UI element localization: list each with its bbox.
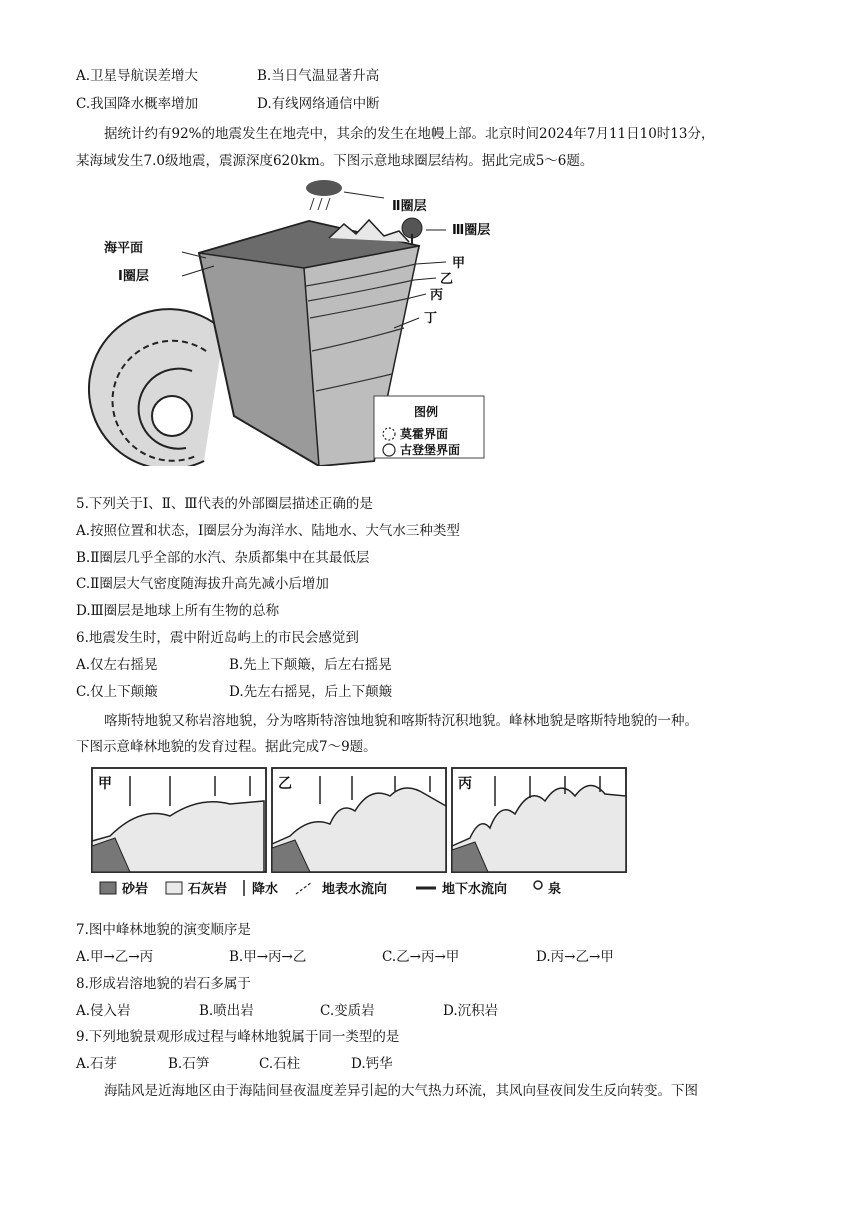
q5-option-d: D.Ⅲ圈层是地球上所有生物的总称 — [76, 603, 280, 619]
earthquake-intro-line2: 某海域发生7.0级地震，震源深度620km。下图示意地球圈层结构。据此完成5～6题。 — [76, 153, 594, 169]
panel-yi — [272, 768, 446, 872]
q4-option-b: B.当日气温显著升高 — [257, 68, 380, 84]
q5-option-a: A.按照位置和状态，Ⅰ圈层分为海洋水、陆地水、大气水三种类型 — [76, 523, 460, 539]
q7-option-d: D.丙→乙→甲 — [536, 949, 614, 965]
q5-option-b: B.Ⅱ圈层几乎全部的水汽、杂质都集中在其最低层 — [76, 550, 370, 566]
earthquake-intro-line1: 据统计约有92%的地震发生在地壳中，其余的发生在地幔上部。北京时间2024年7月11日10时13分， — [104, 126, 715, 142]
q8-stem: 8.形成岩溶地貌的岩石多属于 — [76, 976, 251, 992]
panel-label-jia: 甲 — [98, 776, 112, 792]
panel-label-yi: 乙 — [278, 776, 292, 792]
karst-intro-line1: 喀斯特地貌又称岩溶地貌，分为喀斯特溶蚀地貌和喀斯特沉积地貌。峰林地貌是喀斯特地貌的一种。 — [104, 713, 698, 729]
limestone-swatch — [166, 882, 182, 894]
q9-option-c: C.石柱 — [259, 1056, 301, 1072]
sandstone-swatch — [100, 882, 116, 894]
karst-development-figure — [90, 766, 630, 906]
q6-option-c: C.仅上下颠簸 — [76, 684, 158, 700]
q9-option-a: A.石芽 — [76, 1056, 118, 1072]
label-ding: 丁 — [424, 311, 438, 326]
panel-label-bing: 丙 — [458, 776, 472, 792]
q9-stem: 9.下列地貌景观形成过程与峰林地貌属于同一类型的是 — [76, 1029, 400, 1045]
q8-option-c: C.变质岩 — [320, 1003, 375, 1019]
legend-title: 图例 — [414, 405, 439, 419]
legend-surface-flow: 地表水流向 — [322, 882, 388, 897]
q7-option-c: C.乙→丙→甲 — [382, 949, 460, 965]
q5-option-c: C.Ⅱ圈层大气密度随海拔升高先减小后增加 — [76, 576, 329, 592]
q7-option-b: B.甲→丙→乙 — [229, 949, 307, 965]
label-layer2: Ⅱ圈层 — [392, 199, 427, 214]
q6-option-a: A.仅左右摇晃 — [76, 657, 158, 673]
label-layer1: Ⅰ圈层 — [118, 269, 149, 284]
legend-sandstone: 砂岩 — [122, 882, 149, 897]
q9-option-d: D.钙华 — [351, 1056, 393, 1072]
legend-gutenberg: 古登堡界面 — [400, 443, 461, 457]
q7-option-a: A.甲→乙→丙 — [76, 949, 154, 965]
q7-stem: 7.图中峰林地貌的演变顺序是 — [76, 922, 251, 938]
seabreeze-intro-line1: 海陆风是近海地区由于海陆间昼夜温度差异引起的大气热力环流，其风向昼夜间发生反向转变。下图 — [104, 1083, 698, 1099]
panel-bing — [452, 768, 626, 872]
q8-option-d: D.沉积岩 — [443, 1003, 499, 1019]
legend-spring: 泉 — [548, 882, 562, 897]
label-sea-level: 海平面 — [104, 241, 144, 256]
q4-option-a: A.卫星导航误差增大 — [76, 68, 199, 84]
q5-stem: 5.下列关于Ⅰ、Ⅱ、Ⅲ代表的外部圈层描述正确的是 — [76, 496, 373, 512]
surface-flow-arrow-icon — [296, 882, 312, 894]
label-jia: 甲 — [452, 256, 466, 271]
panel-jia — [92, 768, 266, 872]
q4-option-c: C.我国降水概率增加 — [76, 96, 199, 112]
legend-limestone: 石灰岩 — [188, 882, 228, 897]
legend-groundwater: 地下水流向 — [442, 882, 508, 897]
q8-option-a: A.侵入岩 — [76, 1003, 131, 1019]
q6-option-d: D.先左右摇晃，后上下颠簸 — [229, 684, 393, 700]
label-layer3: Ⅲ圈层 — [452, 223, 491, 238]
legend-moho: 莫霍界面 — [400, 427, 449, 441]
spring-icon — [534, 881, 542, 889]
q6-option-b: B.先上下颠簸，后左右摇晃 — [229, 657, 392, 673]
q8-option-b: B.喷出岩 — [199, 1003, 254, 1019]
q6-stem: 6.地震发生时，震中附近岛屿上的市民会感觉到 — [76, 630, 359, 646]
q4-option-d: D.有线网络通信中断 — [257, 96, 380, 112]
earth-layers-figure — [74, 176, 564, 466]
label-yi: 乙 — [440, 272, 454, 287]
karst-intro-line2: 下图示意峰林地貌的发育过程。据此完成7～9题。 — [76, 739, 377, 755]
q9-option-b: B.石笋 — [168, 1056, 210, 1072]
legend-precip: 降水 — [252, 882, 279, 897]
label-bing: 丙 — [430, 288, 444, 303]
